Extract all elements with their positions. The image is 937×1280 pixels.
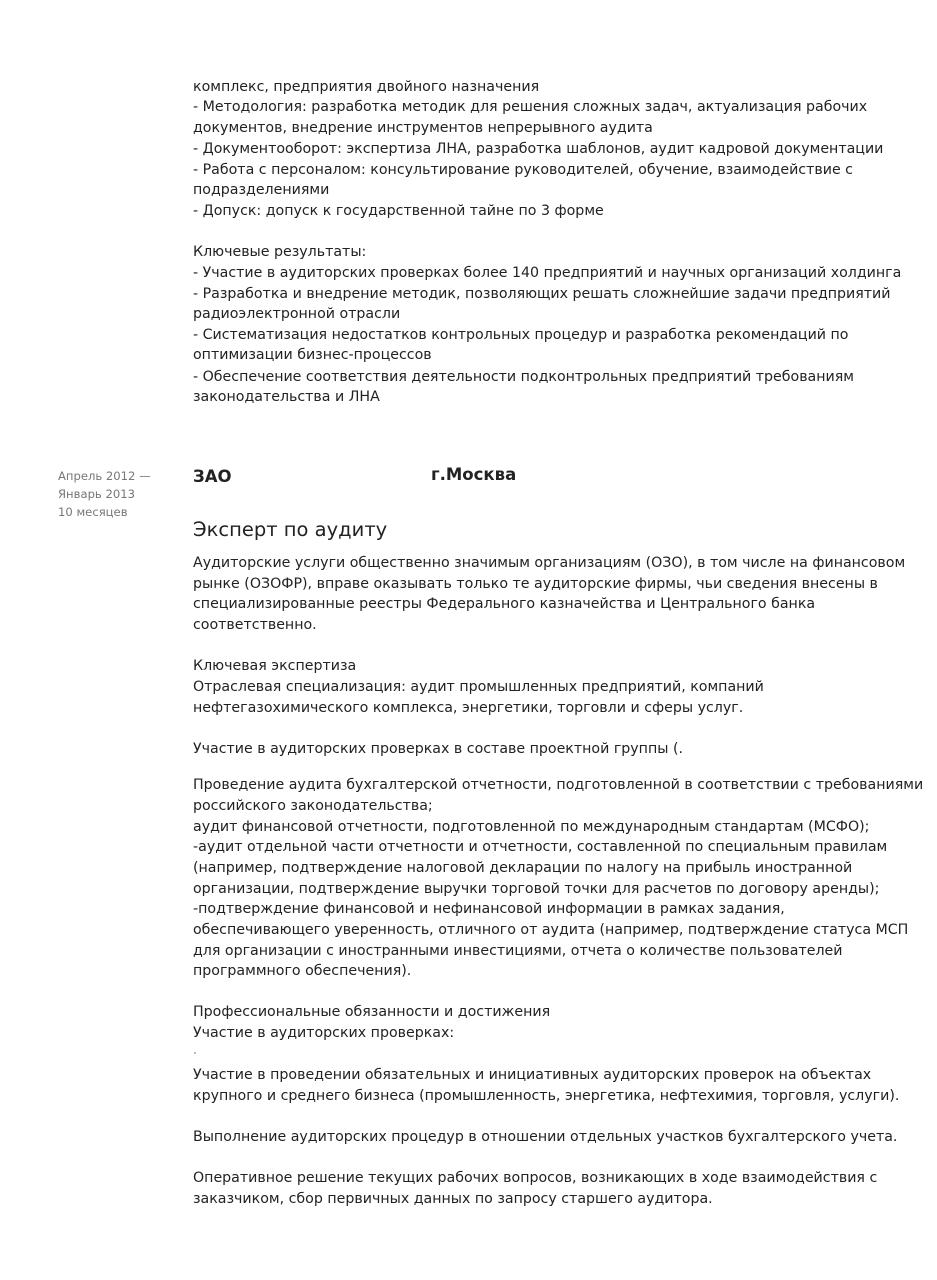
text-line: документов, внедрение инструментов непрерывного аудита: [193, 120, 653, 136]
text-line: аудит финансовой отчетности, подготовленной по международным стандартам (МСФО);: [193, 819, 870, 835]
text-line: Выполнение аудиторских процедур в отношении отдельных участков бухгалтерского учета.: [193, 1129, 898, 1145]
text-line: Оперативное решение текущих рабочих вопросов, возникающих в ходе взаимодействия с: [193, 1170, 878, 1186]
section-heading: Профессиональные обязанности и достижения: [193, 1004, 551, 1020]
text-line: соответственно.: [193, 617, 317, 633]
text-line: - Документооборот: экспертиза ЛНА, разработка шаблонов, аудит кадровой документации: [193, 141, 884, 157]
stray-dot: [194, 1052, 196, 1054]
text-line: Проведение аудита бухгалтерской отчетности, подготовленной в соответствии с требованиями: [193, 777, 924, 793]
period-duration: 10 месяцев: [58, 505, 128, 519]
job-position: Эксперт по аудиту: [193, 518, 388, 541]
text-line: специализированные реестры Федерального казначейства и Центрального банка: [193, 596, 816, 612]
text-line: - Обеспечение соответствия деятельности подконтрольных предприятий требованиям: [193, 369, 854, 385]
text-line: - Методология: разработка методик для решения сложных задач, актуализация рабочих: [193, 99, 868, 115]
text-line: Участие в аудиторских проверках:: [193, 1025, 455, 1041]
text-line: российского законодательства;: [193, 798, 433, 814]
text-line: -подтверждение финансовой и нефинансовой информации в рамках задания,: [193, 901, 785, 917]
text-line: - Допуск: допуск к государственной тайне по 3 форме: [193, 203, 604, 219]
text-line: - Систематизация недостатков контрольных процедур и разработка рекомендаций по: [193, 327, 849, 343]
text-line: программного обеспечения).: [193, 963, 412, 979]
text-line: обеспечивающего уверенность, отличного от аудита (например, подтверждение статуса МСП: [193, 922, 909, 938]
text-line: организации, подтверждение выручки торговой точки для расчетов по договору аренды);: [193, 881, 880, 897]
text-line: - Работа с персоналом: консультирование руководителей, обучение, взаимодействие с: [193, 162, 853, 178]
text-line: Аудиторские услуги общественно значимым организациям (ОЗО), в том числе на финансовом: [193, 555, 906, 571]
company-name: ЗАО: [193, 467, 232, 486]
text-line: радиоэлектронной отрасли: [193, 306, 401, 322]
text-line: -аудит отдельной части отчетности и отчетности, составленной по специальным правилам: [193, 839, 888, 855]
text-line: оптимизации бизнес-процессов: [193, 347, 432, 363]
text-line: Участие в аудиторских проверках в составе проектной группы (.: [193, 741, 683, 757]
text-line: Участие в проведении обязательных и инициативных аудиторских проверок на объектах: [193, 1067, 872, 1083]
text-line: - Участие в аудиторских проверках более 140 предприятий и научных организаций холдинга: [193, 265, 902, 281]
period-start: Апрель 2012 —: [58, 469, 151, 483]
text-line: законодательства и ЛНА: [193, 389, 380, 405]
text-line: Отраслевая специализация: аудит промышленных предприятий, компаний: [193, 679, 764, 695]
period-end: Январь 2013: [58, 487, 135, 501]
section-heading: Ключевая экспертиза: [193, 658, 357, 674]
text-line: рынке (ОЗОФР), вправе оказывать только те аудиторские фирмы, чьи сведения внесены в: [193, 576, 878, 592]
text-line: подразделениями: [193, 182, 330, 198]
text-line: нефтегазохимического комплекса, энергетики, торговли и сферы услуг.: [193, 700, 744, 716]
text-line: заказчиком, сбор первичных данных по запросу старшего аудитора.: [193, 1191, 713, 1207]
text-line: крупного и среднего бизнеса (промышленность, энергетика, нефтехимия, торговля, услуги).: [193, 1088, 900, 1104]
section-heading: Ключевые результаты:: [193, 244, 367, 260]
text-line: комплекс, предприятия двойного назначения: [193, 79, 540, 95]
text-line: - Разработка и внедрение методик, позволяющих решать сложнейшие задачи предприятий: [193, 286, 891, 302]
text-line: (например, подтверждение налоговой декларации по налогу на прибыль иностранной: [193, 860, 853, 876]
company-city: г.Москва: [431, 465, 517, 484]
text-line: для организации с иностранными инвестициями, отчета о количестве пользователей: [193, 943, 843, 959]
